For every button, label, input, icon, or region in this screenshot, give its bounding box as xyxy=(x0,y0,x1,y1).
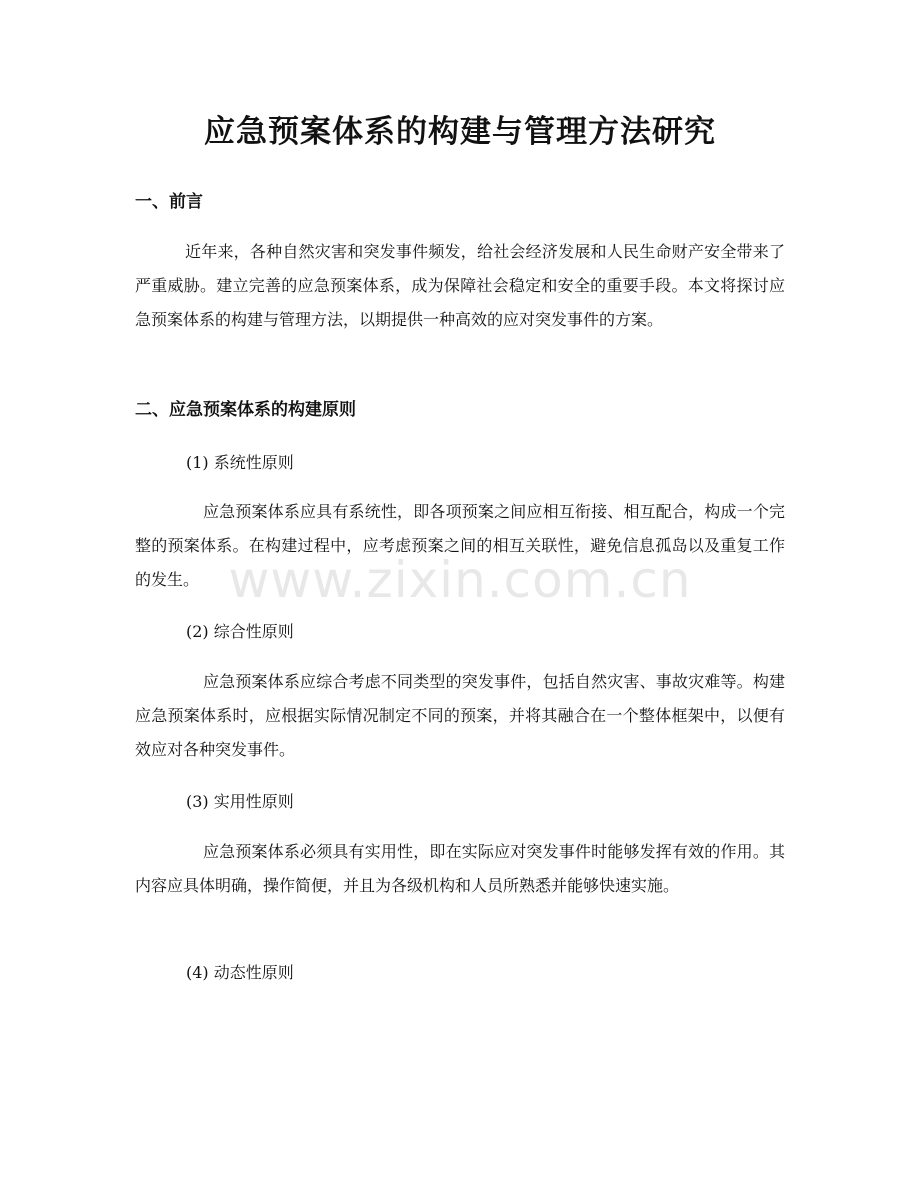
section-heading-preface: 一、前言 xyxy=(135,192,203,212)
principle-2-label: (2) 综合性原则 xyxy=(186,622,294,641)
document-title: 应急预案体系的构建与管理方法研究 xyxy=(204,114,716,150)
principle-2-text: 应急预案体系应综合考虑不同类型的突发事件，包括自然灾害、事故灾难等。构建应急预案体系时，应根据实际情况制定不同的预案，并将其融合在一个整体框架中，以便有效应对各种突发事件。 xyxy=(135,672,785,759)
principle-1-label: (1) 系统性原则 xyxy=(186,453,294,472)
preface-paragraph: 近年来，各种自然灾害和突发事件频发，给社会经济发展和人民生命财产安全带来了严重威胁。建立完善的应急预案体系，成为保障社会稳定和安全的重要手段。本文将探讨应急预案体系的构建与管理方法，以期提供一种高效的应对突发事件的方案。 xyxy=(135,242,785,329)
principle-1-text: 应急预案体系应具有系统性，即各项预案之间应相互衔接、相互配合，构成一个完整的预案体系。在构建过程中，应考虑预案之间的相互关联性，避免信息孤岛以及重复工作的发生。 xyxy=(135,502,785,589)
principle-3-label: (3) 实用性原则 xyxy=(186,792,294,811)
principle-3-text: 应急预案体系必须具有实用性，即在实际应对突发事件时能够发挥有效的作用。其内容应具体明确，操作简便，并且为各级机构和人员所熟悉并能够快速实施。 xyxy=(135,842,785,895)
section-heading-principles: 二、应急预案体系的构建原则 xyxy=(135,400,356,420)
watermark: www.zixin.com.cn xyxy=(228,551,692,609)
principle-4-label: (4) 动态性原则 xyxy=(186,963,294,982)
